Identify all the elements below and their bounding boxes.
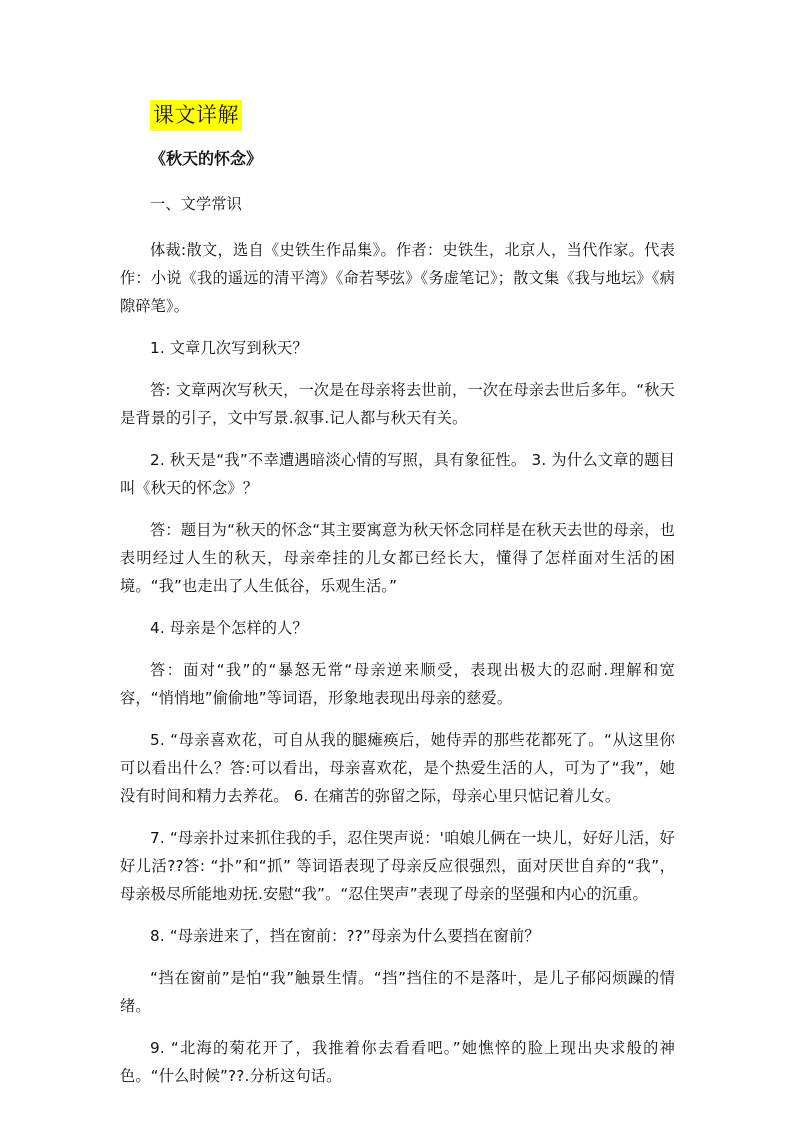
lesson-title: 《秋天的怀念》 xyxy=(150,149,263,168)
answer-1: 答: 文章两次写秋天，一次是在母亲将去世前，一次在母亲去世后多年。“秋天是背景的引子，文中写景.叙事.记人都与秋天有关。 xyxy=(120,381,675,427)
question-answer-5-6: 5. “母亲喜欢花，可自从我的腿瘫痪后，她侍弄的那些花都死了。“从这里你可以看出什么？答:可以看出，母亲喜欢花，是个热爱生活的人，可为了“我”，她没有时间和精力去养花。 6. 在痛苦的弥留之际，母亲心里只惦记着儿女。 xyxy=(120,731,675,805)
answer-4: 答：面对“我”的“暴怒无常“母亲逆来顺受，表现出极大的忍耐.理解和宽容，“悄悄地”偷偷地”等词语，形象地表现出母亲的慈爱。 xyxy=(120,661,675,707)
answer-8: “挡在窗前”是怕“我”触景生情。“挡”挡住的不是落叶，是儿子郁闷烦躁的情绪。 xyxy=(120,969,675,1015)
section-literary-knowledge: 一、文学常识 xyxy=(150,195,243,213)
section-heading: 课文详解 xyxy=(150,100,242,131)
paragraph-genre-author: 体裁:散文，选自《史铁生作品集》。作者：史铁生，北京人，当代作家。代表作：小说《我的遥远的清平湾》《命若琴弦》《务虚笔记》；散文集《我与地坛》《病隙碎笔》。 xyxy=(120,241,675,315)
question-4: 4. 母亲是个怎样的人？ xyxy=(150,619,308,637)
document-content xyxy=(120,100,675,1104)
answer-3: 答：题目为“秋天的怀念“其主要寓意为秋天怀念同样是在秋天去世的母亲，也表明经过人生的秋天，母亲牵挂的儿女都已经长大，懂得了怎样面对生活的困境。“我”也走出了人生低谷，乐观生活。” xyxy=(120,521,675,595)
question-8: 8. “母亲进来了，挡在窗前：??”母亲为什么要挡在窗前？ xyxy=(150,927,540,945)
question-2-3: 2. 秋天是“我”不幸遭遇暗淡心情的写照，具有象征性。 3. 为什么文章的题目叫《秋天的怀念》？ xyxy=(120,451,675,497)
section-heading-wrap xyxy=(150,100,675,134)
question-9: 9. “北海的菊花开了，我推着你去看看吧。”她憔悴的脸上现出央求般的神色。“什么时候”??.分析这句话。 xyxy=(120,1039,675,1085)
question-answer-7: 7. “母亲扑过来抓住我的手，忍住哭声说：'咱娘儿俩在一块儿，好好儿活，好好儿活??答: “扑”和“抓” 等词语表现了母亲反应很强烈，面对厌世自弃的“我”，母亲极尽所能地劝抚.安慰“我”。“忍住哭声”表现了母亲的坚强和内心的沉重。 xyxy=(120,829,675,903)
question-1: 1. 文章几次写到秋天？ xyxy=(150,339,308,357)
